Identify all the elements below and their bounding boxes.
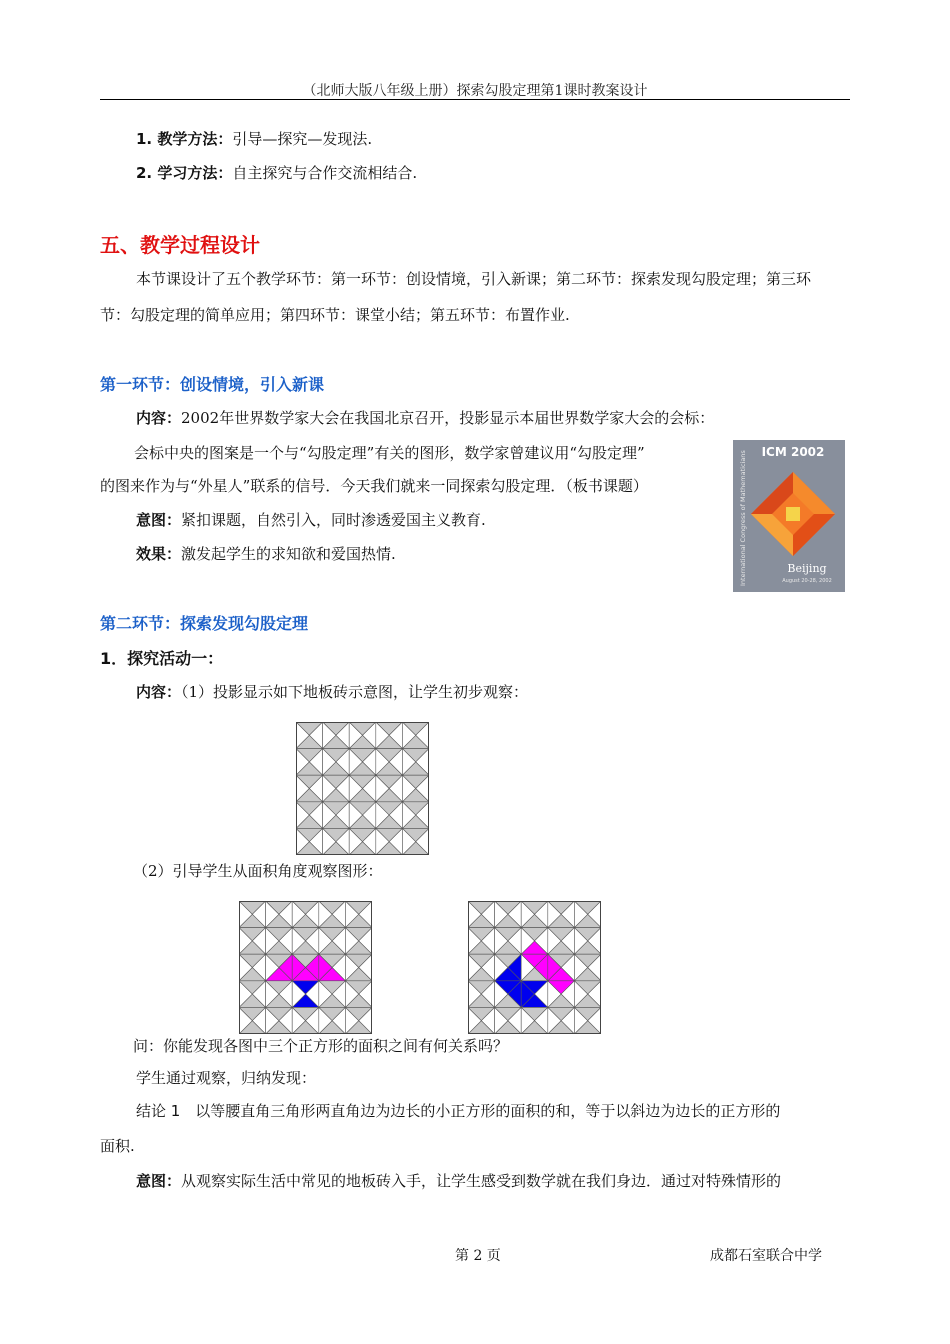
header-rule [100,99,850,100]
section-intro-line2: 节：勾股定理的简单应用；第四环节：课堂小结；第五环节：布置作业. [100,306,570,324]
link1-effect-text: 激发起学生的求知欲和爱国热情. [181,545,396,563]
link1-intent-text: 紧扣课题，自然引入，同时渗透爱国主义教育. [181,511,486,529]
conclusion1-line1: 结论 1 以等腰直角三角形两直角边为边长的小正方形的面积的和，等于以斜边为边长的正方形的 [136,1102,781,1120]
link1-content-label: 内容： [136,409,182,427]
link1-content-text: 2002年世界数学家大会在我国北京召开，投影显示本届世界数学家大会的会标： [181,409,715,427]
section-intro-line1: 本节课设计了五个教学环节：第一环节：创设情境，引入新课；第二环节：探索发现勾股定理；第三环 [136,270,812,288]
link1-title: 第一环节：创设情境，引入新课 [100,375,325,394]
school-name: 成都石室联合中学 [710,1248,822,1264]
link1-para-line2: 的图来作为与“外星人”联系的信号．今天我们就来一同探索勾股定理．（板书课题） [100,477,648,495]
learning-method-label: 2. 学习方法： [136,164,233,182]
teaching-method-line [136,128,372,149]
link2-intent-text: 从观察实际生活中常见的地板砖入手，让学生感受到数学就在我们身边．通过对特殊情形的 [181,1172,782,1190]
logo-title-text: ICM 2002 [761,445,825,459]
observe-text: 学生通过观察，归纳发现： [136,1069,317,1087]
logo-side-text: International Congress of Mathematicians [739,450,747,586]
page-number: 第 2 页 [455,1248,501,1264]
icm-2002-logo [733,440,845,592]
section-title: 五、教学过程设计 [100,233,260,257]
link1-para-line1: 会标中央的图案是一个与“勾股定理”有关的图形，数学家曾建议用“勾股定理” [134,444,645,462]
link2-intent-line [136,1170,781,1191]
page-header-title: （北师大版八年级上册）探索勾股定理第1课时教案设计 [302,83,648,99]
activity1-content-label: 内容： [136,683,182,701]
tile-figure-right [468,901,601,1034]
teaching-method-text: 引导—探究—发现法. [232,130,373,148]
link1-effect-line [136,543,396,564]
activity1-title: 1．探究活动一： [100,649,224,668]
learning-method-line [136,162,417,183]
link2-intent-label: 意图： [136,1172,182,1190]
step2-text: （2）引导学生从面积角度观察图形： [133,862,383,880]
teaching-method-label: 1. 教学方法： [136,130,233,148]
link1-intent-line [136,509,486,530]
question-text: 问：你能发现各图中三个正方形的面积之间有何关系吗？ [133,1037,509,1055]
learning-method-text: 自主探究与合作交流相结合. [232,164,418,182]
logo-city-text: Beijing [787,562,827,575]
link2-title: 第二环节：探索发现勾股定理 [100,614,309,633]
link1-content-line [136,407,714,428]
conclusion1-line2: 面积. [100,1137,135,1155]
activity1-content-text: （1）投影显示如下地板砖示意图，让学生初步观察： [181,683,529,701]
link1-effect-label: 效果： [136,545,182,563]
tile-figure-left [239,901,372,1034]
floor-tile-figure [296,722,429,855]
activity1-content-line [136,681,528,702]
link1-intent-label: 意图： [136,511,182,529]
logo-date-text: August 20-28, 2002 [782,578,832,584]
